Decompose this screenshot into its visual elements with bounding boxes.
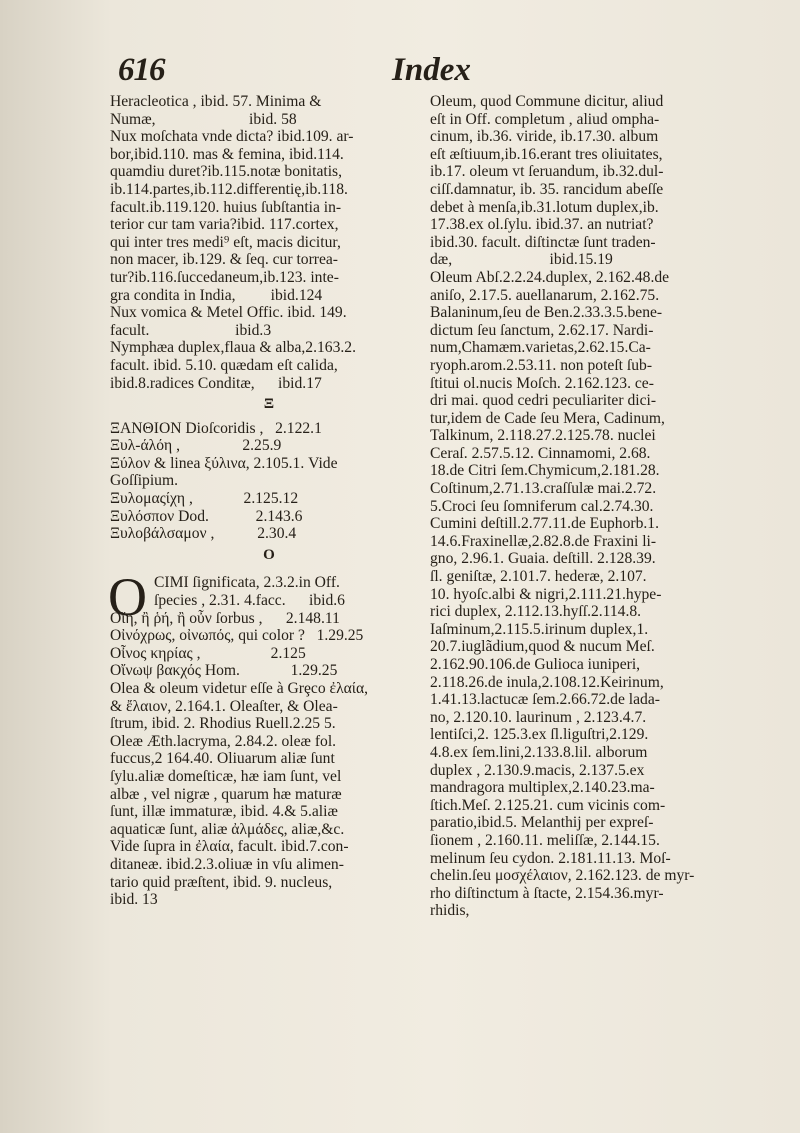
text-line: Οἰνόχρως, οἰνωπός, qui color ? 1.29.25 — [110, 627, 364, 645]
text-line: Ξύλον & linea ξύλινα, 2.105.1. Vide — [110, 454, 338, 472]
text-line: ibid.8.radices Conditæ, ibid.17 — [110, 374, 322, 392]
text-line: facult.ib.119.120. huius ſubſtantia in- — [110, 198, 342, 216]
initial-lines — [110, 574, 428, 609]
text-line: Nymphæa duplex,flaua & alba,2.163.2. — [110, 339, 356, 357]
text-line: ſpecies , 2.31. 4.facc. ibid.6 — [154, 592, 345, 610]
text-line: dæ, ibid.15.19 — [430, 251, 613, 269]
text-line: ſtich.Meſ. 2.125.21. cum vicinis com- — [430, 796, 666, 814]
text-line: ryoph.arom.2.53.11. non poteſt ſub- — [430, 356, 653, 374]
text-line: eſt in Off. completum , aliud ompha- — [430, 110, 660, 128]
text-line: fuccus,2 164.40. Oliuarum aliæ ſunt — [110, 750, 335, 768]
text-line: mandragora multiplex,2.140.23.ma- — [430, 779, 655, 797]
folio-number: 616 — [118, 52, 165, 88]
text-line: Οἶνος κηρίας , 2.125 — [110, 644, 306, 662]
text-line: non macer, ib.129. & ſeq. cur torrea- — [110, 251, 338, 269]
text-line: gra condita in India, ibid.124 — [110, 286, 323, 304]
running-head: Index — [392, 52, 471, 88]
text-line: aniſo, 2.17.5. auellanarum, 2.162.75. — [430, 286, 660, 304]
text-line: lentiſci,2. 125.3.ex ſl.liguſtri,2.129. — [430, 726, 649, 744]
text-line: qui inter tres medi⁹ eſt, macis dicitur, — [110, 233, 341, 251]
text-line: ib.114.partes,ib.112.differentię,ib.118. — [110, 180, 348, 198]
entries-block-xi — [110, 420, 428, 543]
text-line: ſtitui ol.nucis Moſch. 2.162.123. ce- — [430, 374, 654, 392]
text-line: ſunt, illæ immaturæ, ibid. 4.& 5.aliæ — [110, 803, 338, 821]
entries-block-o — [110, 610, 428, 909]
text-line: facult. ibid.3 — [110, 321, 272, 339]
text-line: rho diſtinctum à ſtacte, 2.154.36.myr- — [430, 884, 664, 902]
text-line: duplex , 2.130.9.macis, 2.137.5.ex — [430, 761, 645, 779]
text-line: Ξυλομαςίχη , 2.125.12 — [110, 490, 299, 508]
text-line: Οἴνωψ βακχός Hom. 1.29.25 — [110, 662, 338, 680]
text-line: facult. ibid. 5.10. quædam eſt calida, — [110, 356, 338, 374]
text-line: paratio,ibid.5. Melanthij per expreſ- — [430, 814, 654, 832]
text-line: 18.de Citri ſem.Chymicum,2.181.28. — [430, 462, 660, 480]
text-line: ſtrum, ibid. 2. Rhodius Ruell.2.25 5. — [110, 715, 336, 733]
text-line: tur,idem de Cade ſeu Mera, Cadinum, — [430, 409, 665, 427]
section-letter-o: O — [263, 546, 275, 563]
text-line: Olea & oleum videtur eſſe à Grȩco ἐλαία, — [110, 680, 369, 697]
page-header — [0, 52, 800, 92]
text-line: Ξυλόσπον Dod. 2.143.6 — [110, 507, 303, 525]
text-line: no, 2.120.10. laurinum , 2.123.4.7. — [430, 708, 647, 726]
text-line: Heracleotica , ibid. 57. Minima & — [110, 93, 322, 110]
text-line: Oleum, quod Commune dicitur, aliud — [430, 93, 664, 110]
text-line: terior cur tam varia?ibid. 117.cortex, — [110, 216, 339, 234]
text-line: ibid. 13 — [110, 891, 158, 909]
text-line: dictum ſeu ſanctum, 2.62.17. Nardi- — [430, 321, 654, 339]
text-line: albæ , vel nigræ , quarum hæ maturæ — [110, 785, 342, 803]
text-line: Balaninum,ſeu de Ben.2.33.3.5.bene- — [430, 304, 663, 322]
text-line: 17.38.ex ol.ſylu. ibid.37. an nutriat? — [430, 216, 654, 234]
text-line: Ξυλοβάλσαμον , 2.30.4 — [110, 525, 297, 543]
text-line: tur?ib.116.ſuccedaneum,ib.123. inte- — [110, 268, 339, 286]
text-line: dri mai. quod cedri peculiariter dici- — [430, 392, 657, 410]
text-line: rici duplex, 2.112.13.hyſſ.2.114.8. — [430, 603, 642, 621]
entries-block-oleum — [430, 93, 748, 920]
text-line: 2.162.90.106.de Gulioca iuniperi, — [430, 656, 641, 673]
text-line: 5.Croci ſeu ſomniferum cal.2.74.30. — [430, 497, 654, 515]
text-line: ſylu.aliæ domeſticæ, hæ iam ſunt, vel — [110, 767, 342, 785]
text-line: bor,ibid.110. mas & femina, ibid.114. — [110, 145, 344, 163]
text-line: Oleæ Æth.lacryma, 2.84.2. oleæ fol. — [110, 732, 337, 750]
text-line: Numæ, ibid. 58 — [110, 110, 297, 128]
text-line: Nux vomica & Metel Offic. ibid. 149. — [110, 304, 347, 322]
text-line: Vide ſupra in ἐλαία, facult. ibid.7.con- — [110, 838, 349, 856]
text-line: ibid.30. facult. diſtinctæ ſunt traden- — [430, 233, 656, 251]
right-column — [430, 93, 748, 920]
text-line: gno, 2.96.1. Guaia. deſtill. 2.128.39. — [430, 550, 656, 568]
left-column — [110, 93, 428, 909]
text-line: Cumini deſtill.2.77.11.de Euphorb.1. — [430, 515, 659, 533]
text-line: ΞΑΝΘΙΟΝ Dioſcoridis , 2.122.1 — [110, 419, 322, 437]
text-line: CIMI ſignificata, 2.3.2.in Off. — [154, 574, 340, 592]
text-line: Coſtinum,2.71.13.craſſulæ mai.2.72. — [430, 480, 657, 498]
text-line: chelin.ſeu μοσχέλαιον, 2.162.123. de myr- — [430, 867, 695, 885]
text-line: tario quid præſtent, ibid. 9. nucleus, — [110, 873, 333, 891]
text-line: ciſſ.damnatur, ib. 35. rancidum abeſſe — [430, 180, 664, 198]
text-line: Oleum Abſ.2.2.24.duplex, 2.162.48.de — [430, 268, 670, 286]
text-line: Ceraſ. 2.57.5.12. Cinnamomi, 2.68. — [430, 444, 651, 462]
entries-block-n — [110, 93, 428, 392]
text-line: quamdiu duret?ib.115.notæ bonitatis, — [110, 163, 343, 181]
text-line: 1.41.13.lactucæ ſem.2.66.72.de lada- — [430, 691, 660, 709]
text-line: Iaſminum,2.115.5.irinum duplex,1. — [430, 620, 649, 638]
text-line: rhidis, — [430, 902, 470, 920]
text-line: num,Chamæm.varietas,2.62.15.Ca- — [430, 339, 651, 357]
text-line: aquaticæ ſunt, aliæ ἀλμάδες, aliæ,&c. — [110, 820, 345, 838]
text-line: Nux moſchata vnde dicta? ibid.109. ar- — [110, 128, 354, 146]
section-letter-xi: Ξ — [263, 396, 275, 413]
text-line: ſionem , 2.160.11. meliſſæ, 2.144.15. — [430, 831, 660, 849]
text-line: 14.6.Fraxinellæ,2.82.8.de Fraxini li- — [430, 532, 657, 550]
text-line: Ξυλ-άλόη , 2.25.9 — [110, 437, 282, 455]
text-line: Οἴη, ἢ ῥή, ἢ οὖν ſorbus , 2.148.11 — [110, 609, 340, 627]
text-line: 20.7.iuglãdium,quod & nucum Meſ. — [430, 638, 655, 656]
text-line: ditaneæ. ibid.2.3.oliuæ in vſu alimen- — [110, 855, 344, 873]
text-line: & ἔλαιον, 2.164.1. Oleaſter, & Olea- — [110, 697, 338, 715]
text-line: melinum ſeu cydon. 2.181.11.13. Moſ- — [430, 849, 671, 867]
text-line: debet à menſa,ib.31.lotum duplex,ib. — [430, 198, 659, 216]
text-line: Goſſipium. — [110, 472, 179, 490]
drop-cap-initial: O — [108, 567, 147, 628]
text-line: ſl. geniſtæ, 2.101.7. hederæ, 2.107. — [430, 568, 647, 586]
text-line: cinum, ib.36. viride, ib.17.30. album — [430, 128, 659, 146]
text-line: Talkinum, 2.118.27.2.125.78. nuclei — [430, 427, 656, 445]
text-line: 10. hyoſc.albi & nigri,2.111.21.hype- — [430, 585, 662, 603]
text-line: 2.118.26.de inula,2.108.12.Keirinum, — [430, 673, 664, 691]
text-line: ib.17. oleum vt ſeruandum, ib.32.dul- — [430, 163, 664, 181]
text-line: 4.8.ex ſem.lini,2.133.8.lil. alborum — [430, 743, 648, 761]
text-line: eſt æſtiuum,ib.16.erant tres oliuitates, — [430, 145, 663, 163]
